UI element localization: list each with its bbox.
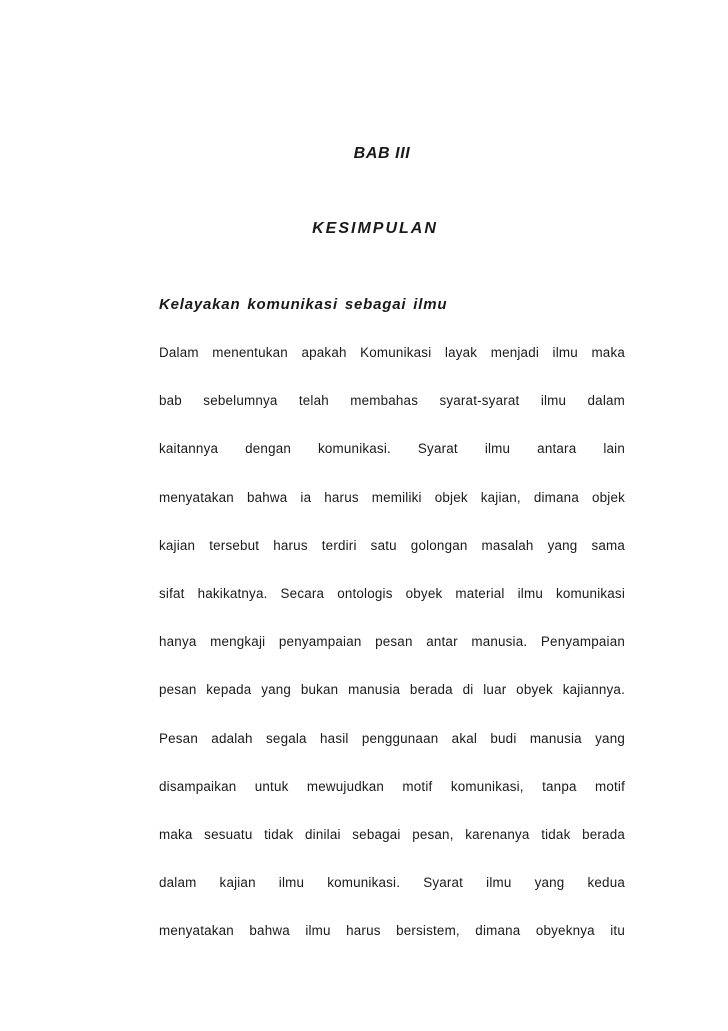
paragraph-line: dalam kajian ilmu komunikasi. Syarat ilmu yang kedua <box>159 875 625 891</box>
section-heading: Kelayakan komunikasi sebagai ilmu <box>159 296 448 313</box>
chapter-title: KESIMPULAN <box>312 220 438 237</box>
paragraph-line: kajian tersebut harus terdiri satu golongan masalah yang sama <box>159 537 625 553</box>
paragraph-line: sifat hakikatnya. Secara ontologis obyek material ilmu komunikasi <box>159 585 625 601</box>
paragraph-line: Pesan adalah segala hasil penggunaan akal budi manusia yang <box>159 730 625 746</box>
paragraph-line: menyatakan bahwa ilmu harus bersistem, dimana obyeknya itu <box>159 923 625 939</box>
chapter-number: BAB III <box>353 145 411 162</box>
paragraph-line: bab sebelumnya telah membahas syarat-syarat ilmu dalam <box>159 393 625 409</box>
paragraph-line: disampaikan untuk mewujudkan motif komunikasi, tanpa motif <box>159 778 625 794</box>
paragraph-line: kaitannya dengan komunikasi. Syarat ilmu antara lain <box>159 441 625 457</box>
paragraph-line: maka sesuatu tidak dinilai sebagai pesan, karenanya tidak berada <box>159 826 625 842</box>
paragraph-line: hanya mengkaji penyampaian pesan antar manusia. Penyampaian <box>159 634 625 650</box>
paragraph-line: pesan kepada yang bukan manusia berada di luar obyek kajiannya. <box>159 682 625 698</box>
body-paragraph <box>159 343 625 969</box>
paragraph-line: menyatakan bahwa ia harus memiliki objek kajian, dimana objek <box>159 489 625 505</box>
paragraph-line: Dalam menentukan apakah Komunikasi layak menjadi ilmu maka <box>159 345 625 360</box>
